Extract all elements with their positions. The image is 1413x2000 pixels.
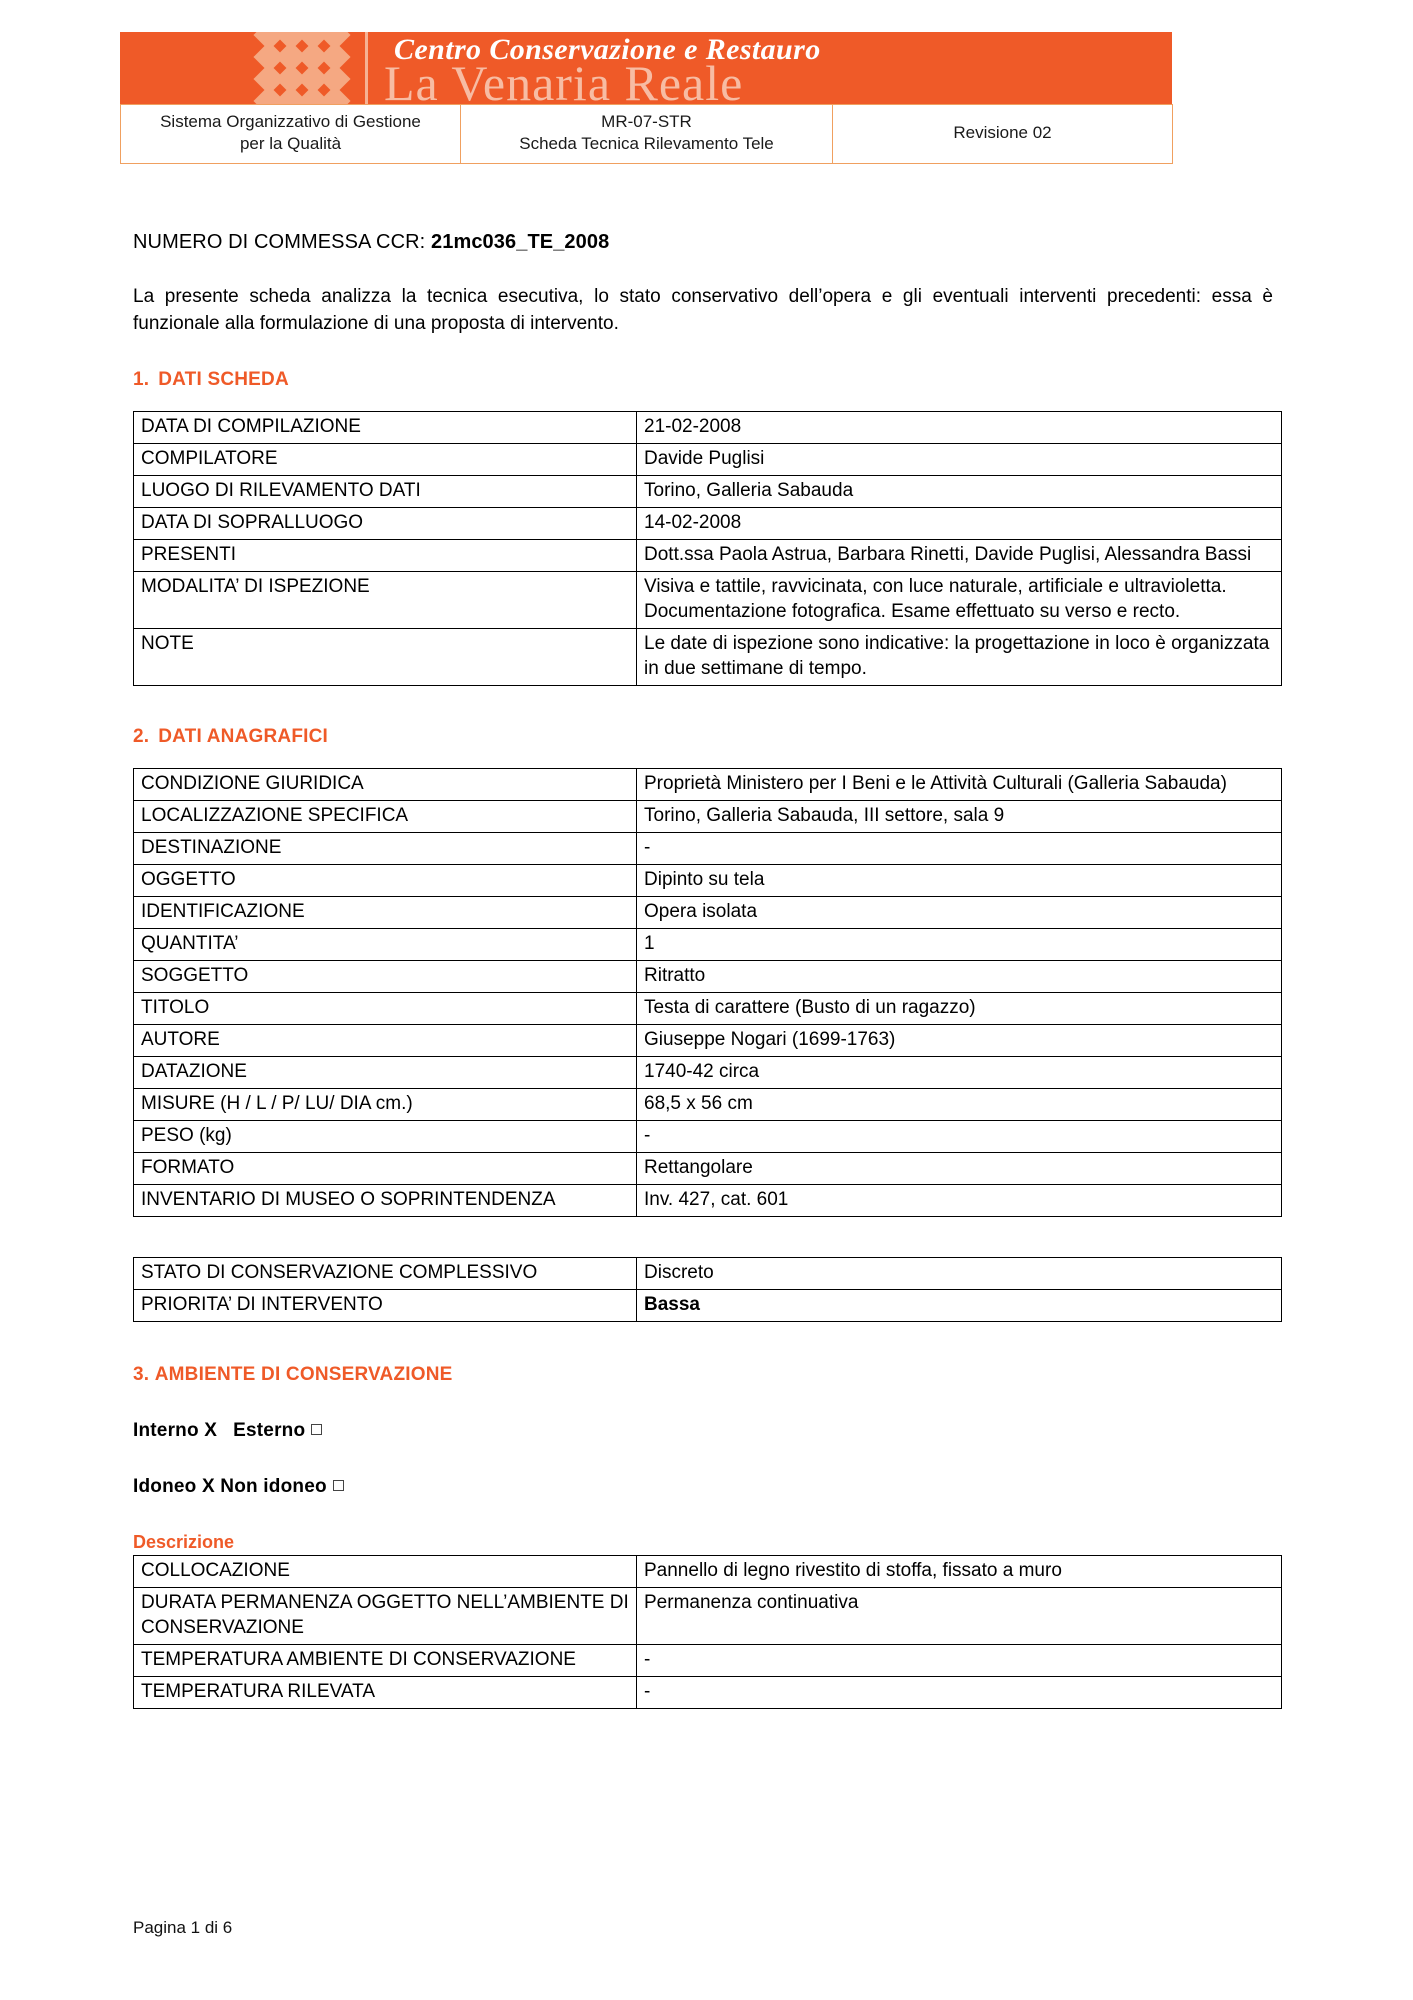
table-cell-label: PRIORITA’ DI INTERVENTO (134, 1290, 637, 1322)
table-cell-label: LOCALIZZAZIONE SPECIFICA (134, 801, 637, 833)
table-cell-label: CONDIZIONE GIURIDICA (134, 769, 637, 801)
table-row (134, 1290, 1282, 1322)
table-cell-label: NOTE (134, 629, 637, 686)
header-doc-title: Scheda Tecnica Rilevamento Tele (519, 134, 774, 153)
header-doc-code: MR-07-STR (601, 112, 692, 131)
table-cell-label: DESTINAZIONE (134, 833, 637, 865)
table-row (134, 1025, 1282, 1057)
table-cell-value: Davide Puglisi (637, 444, 1282, 476)
header-cell-sistema-qualita (121, 105, 461, 164)
table-cell-value: - (637, 833, 1282, 865)
header-table-row (121, 105, 1173, 164)
table-cell-value: Le date di ispezione sono indicative: la progettazione in loco è organizzata in due settimane di tempo. (637, 629, 1282, 686)
checkbox-esterno-label[interactable]: Esterno (233, 1420, 306, 1441)
table-row (134, 508, 1282, 540)
table-row (134, 476, 1282, 508)
section-heading-dati-scheda (133, 369, 1281, 391)
table-cell-value: 14-02-2008 (637, 508, 1282, 540)
table-cell-label: DURATA PERMANENZA OGGETTO NELL’AMBIENTE DI CONSERVAZIONE (134, 1588, 637, 1645)
header-cell-documento (461, 105, 833, 164)
table-descrizione (133, 1555, 1282, 1709)
table-cell-value: Dott.ssa Paola Astrua, Barbara Rinetti, Davide Puglisi, Alessandra Bassi (637, 540, 1282, 572)
logo-line-la-venaria-reale: La Venaria Reale (384, 55, 744, 104)
table-cell-value: Dipinto su tela (637, 865, 1282, 897)
table-row (134, 1556, 1282, 1588)
subheading-descrizione: Descrizione (133, 1532, 235, 1552)
table-row (134, 929, 1282, 961)
section-heading-dati-anagrafici (133, 726, 1281, 748)
table-cell-label: MISURE (H / L / P/ LU/ DIA cm.) (134, 1089, 637, 1121)
table-cell-value: Inv. 427, cat. 601 (637, 1185, 1282, 1217)
table-cell-value: Bassa (637, 1290, 1282, 1322)
table-cell-label: TEMPERATURA RILEVATA (134, 1677, 637, 1709)
diamond-pattern-icon (258, 32, 346, 104)
table-cell-label: PESO (kg) (134, 1121, 637, 1153)
table-cell-label: STATO DI CONSERVAZIONE COMPLESSIVO (134, 1258, 637, 1290)
table-cell-value: - (637, 1121, 1282, 1153)
table-row (134, 897, 1282, 929)
table-cell-value: Testa di carattere (Busto di un ragazzo) (637, 993, 1282, 1025)
table-row (134, 1185, 1282, 1217)
logo-line-centro-conservazione: Centro Conservazione e Restauro (394, 33, 821, 66)
section-1-title: DATI SCHEDA (158, 369, 289, 390)
table-row (134, 1645, 1282, 1677)
table-row (134, 1089, 1282, 1121)
table-row (134, 961, 1282, 993)
table-cell-label: PRESENTI (134, 540, 637, 572)
table-row (134, 1677, 1282, 1709)
document-header-table (120, 104, 1173, 164)
table-cell-label: FORMATO (134, 1153, 637, 1185)
table-cell-label: OGGETTO (134, 865, 637, 897)
table-dati-scheda (133, 411, 1282, 686)
section-2-title: DATI ANAGRAFICI (158, 726, 329, 747)
table-cell-label: COLLOCAZIONE (134, 1556, 637, 1588)
table-cell-label: AUTORE (134, 1025, 637, 1057)
table-row (134, 801, 1282, 833)
logo-text-block (382, 32, 1162, 104)
table-row (134, 1153, 1282, 1185)
table-stato-conservazione (133, 1257, 1282, 1322)
table-cell-value: Rettangolare (637, 1153, 1282, 1185)
diamond-shape-icon (319, 85, 350, 104)
table-cell-value: Ritratto (637, 961, 1282, 993)
section-1-number: 1. (133, 369, 150, 390)
banner-background (120, 32, 1172, 104)
section-heading-ambiente (133, 1364, 1281, 1386)
table-cell-value: Discreto (637, 1258, 1282, 1290)
table-row (134, 833, 1282, 865)
table-cell-value: Permanenza continuativa (637, 1588, 1282, 1645)
table-cell-value: 1740-42 circa (637, 1057, 1282, 1089)
table-row (134, 1258, 1282, 1290)
table-cell-label: SOGGETTO (134, 961, 637, 993)
table-row (134, 629, 1282, 686)
table-cell-value: - (637, 1677, 1282, 1709)
table-cell-label: IDENTIFICAZIONE (134, 897, 637, 929)
table-cell-value: 21-02-2008 (637, 412, 1282, 444)
header-banner (120, 32, 1172, 104)
section-2-number: 2. (133, 726, 150, 747)
table-row (134, 1057, 1282, 1089)
table-cell-value: Visiva e tattile, ravvicinata, con luce naturale, artificiale e ultravioletta. Documentazione fotografica. Esame effettuato su verso e recto. (637, 572, 1282, 629)
table-cell-label: DATAZIONE (134, 1057, 637, 1089)
table-cell-value: - (637, 1645, 1282, 1677)
table-row (134, 1121, 1282, 1153)
table-cell-label: QUANTITA’ (134, 929, 637, 961)
table-cell-label: DATA DI SOPRALLUOGO (134, 508, 637, 540)
table-row (134, 572, 1282, 629)
table-cell-value: 68,5 x 56 cm (637, 1089, 1282, 1121)
numero-commessa-label: NUMERO DI COMMESSA CCR: (133, 231, 426, 253)
table-row (134, 993, 1282, 1025)
table-cell-value: Proprietà Ministero per I Beni e le Attività Culturali (Galleria Sabauda) (637, 769, 1282, 801)
table-row (134, 865, 1282, 897)
page-footer: Pagina 1 di 6 (133, 1918, 233, 1937)
checkbox-idoneo-label[interactable]: Idoneo X Non idoneo (133, 1476, 327, 1497)
table-cell-label: COMPILATORE (134, 444, 637, 476)
table-cell-label: LUOGO DI RILEVAMENTO DATI (134, 476, 637, 508)
table-dati-anagrafici (133, 768, 1282, 1217)
table-cell-label: MODALITA’ DI ISPEZIONE (134, 572, 637, 629)
table-cell-value: 1 (637, 929, 1282, 961)
table-cell-label: TITOLO (134, 993, 637, 1025)
table-cell-value: Pannello di legno rivestito di stoffa, fissato a muro (637, 1556, 1282, 1588)
table-cell-label: TEMPERATURA AMBIENTE DI CONSERVAZIONE (134, 1645, 637, 1677)
document-body (133, 168, 1281, 1709)
table-cell-value: Torino, Galleria Sabauda (637, 476, 1282, 508)
numero-commessa (133, 229, 1281, 255)
ambiente-idoneo-line (133, 1476, 1281, 1498)
header-sistema-line1: Sistema Organizzativo di Gestione (160, 112, 421, 131)
banner-divider (365, 32, 368, 104)
table-row (134, 769, 1282, 801)
header-sistema-line2: per la Qualità (239, 134, 342, 153)
table-row (134, 412, 1282, 444)
checkbox-non-idoneo[interactable] (333, 1480, 344, 1491)
table-row (134, 1588, 1282, 1645)
table-cell-value: Opera isolata (637, 897, 1282, 929)
header-cell-revisione: Revisione 02 (833, 105, 1173, 164)
table-row (134, 540, 1282, 572)
table-cell-label: INVENTARIO DI MUSEO O SOPRINTENDENZA (134, 1185, 637, 1217)
section-3-number: 3. (133, 1364, 150, 1385)
ambiente-interno-esterno-line (133, 1420, 1281, 1442)
table-cell-value: Torino, Galleria Sabauda, III settore, sala 9 (637, 801, 1282, 833)
checkbox-esterno[interactable] (311, 1424, 322, 1435)
checkbox-interno-label[interactable]: Interno X (133, 1420, 218, 1441)
numero-commessa-value: 21mc036_TE_2008 (431, 231, 610, 253)
section-3-title: AMBIENTE DI CONSERVAZIONE (154, 1364, 453, 1385)
table-cell-value: Giuseppe Nogari (1699-1763) (637, 1025, 1282, 1057)
intro-paragraph: La presente scheda analizza la tecnica esecutiva, lo stato conservativo dell’opera e gli eventuali interventi precedenti: essa è funzionale alla formulazione di una proposta di intervento. (133, 286, 1273, 334)
table-cell-label: DATA DI COMPILAZIONE (134, 412, 637, 444)
table-row (134, 444, 1282, 476)
